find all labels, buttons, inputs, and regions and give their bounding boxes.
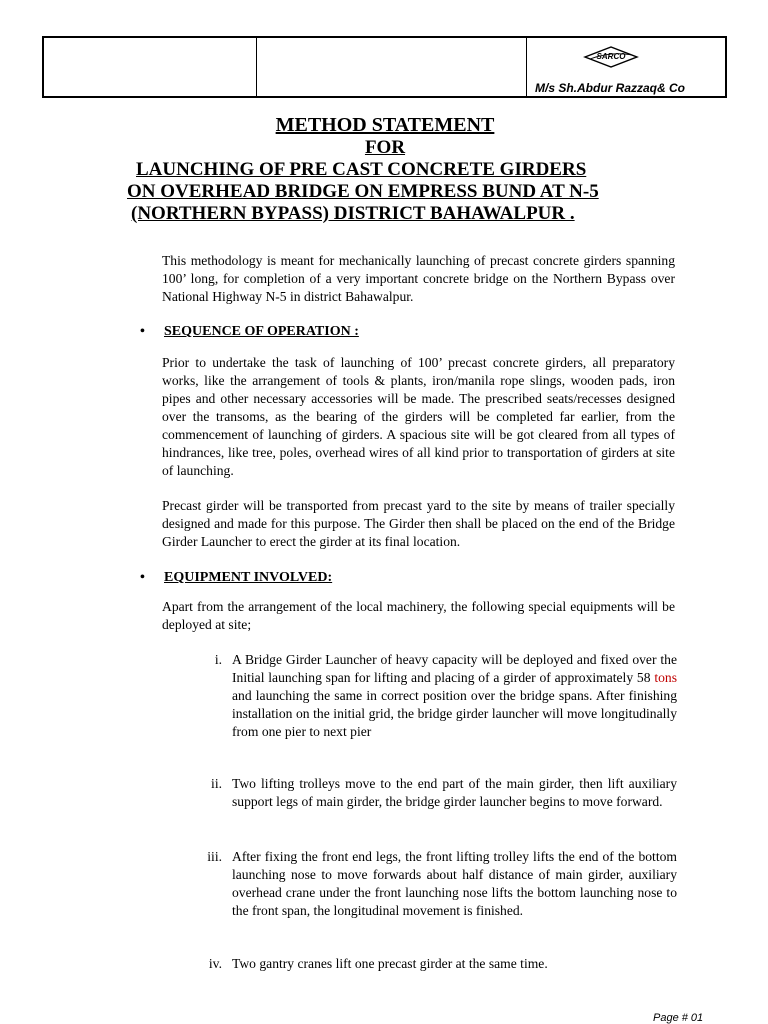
list-item (190, 651, 677, 741)
section-heading-text: EQUIPMENT INVOLVED: (164, 570, 333, 585)
bullet-icon: • (140, 324, 145, 339)
title-line-5: (NORTHERN BYPASS) DISTRICT BAHAWALPUR . (131, 203, 575, 224)
title-line-3: LAUNCHING OF PRE CAST CONCRETE GIRDERS (136, 159, 587, 180)
title-line-1: METHOD STATEMENT (275, 114, 495, 136)
sequence-paragraph-2: Precast girder will be transported from precast yard to the site by means of trailer specially designed and made for this purpose. The Girder then shall be placed on the end of the Bridge Girder Launcher to erect the girder at its final location. (162, 498, 675, 549)
company-logo (581, 44, 641, 70)
list-item-number: iii. (207, 849, 222, 864)
list-item-text: After fixing the front end legs, the front lifting trolley lifts the end of the bottom launching nose to move forwards about half distance of main girder, auxiliary overhead crane under the front launching nose lifts the bottom launching nose to the front span, the longitudinal movement is finished. (232, 849, 677, 918)
list-item (190, 955, 677, 973)
logo-text: SARCO (596, 52, 626, 61)
list-item-number: iv. (208, 956, 222, 971)
highlighted-word: tons (654, 670, 677, 685)
header-cell-left (44, 38, 257, 96)
list-item-number: ii. (211, 776, 222, 791)
intro-paragraph: This methodology is meant for mechanically launching of precast concrete girders spanning 100’ long, for completion of a very important concrete bridge on the Northern Bypass over National Highway N-5 in district Bahawalpur. (162, 253, 675, 304)
document-title (100, 114, 670, 225)
header-cell-right (527, 38, 725, 96)
title-line-4: ON OVERHEAD BRIDGE ON EMPRESS BUND AT N-5 (127, 181, 599, 202)
document-header-table (42, 36, 727, 98)
list-item (190, 775, 677, 811)
list-item-text: A Bridge Girder Launcher of heavy capacity will be deployed and fixed over the Initial launching span for lifting and placing of a girder of approximately 58 tons and launching the same in correct position over the bridge spans. After finishing installation on the initial grid, the bridge girder launcher will move longitudinally from one pier to next pier (232, 652, 677, 739)
list-item-text: Two gantry cranes lift one precast girder at the same time. (232, 956, 548, 971)
sequence-paragraph-1: Prior to undertake the task of launching of 100’ precast concrete girders, all preparatory works, like the arrangement of tools & plants, iron/manila rope slings, wooden pads, iron pipes and other necessary accessories will be made. The prescribed seats/recesses designed over the transoms, as the bearing of the girders will be completed far earlier, from the commencement of launching of girders. A spacious site will be got cleared from all types of hindrances, like tree, poles, overhead wires of all kind prior to transportation of girders at site of launching. (162, 355, 675, 478)
company-name: M/s Sh.Abdur Razzaq& Co (535, 81, 686, 95)
list-item-text: Two lifting trolleys move to the end part of the main girder, then lift auxiliary support legs of main girder, the bridge girder launcher begins to move forward. (232, 776, 677, 809)
equipment-paragraph: Apart from the arrangement of the local machinery, the following special equipments will be deployed at site; (162, 599, 675, 632)
section-heading-text: SEQUENCE OF OPERATION : (164, 324, 359, 339)
section-heading-sequence (140, 324, 359, 340)
list-item-number: i. (214, 652, 222, 667)
page-number: Page # 01 (653, 1012, 704, 1024)
section-heading-equipment (140, 570, 332, 586)
title-line-2: FOR (364, 137, 406, 158)
header-cell-middle (257, 38, 527, 96)
bullet-icon: • (140, 570, 145, 585)
list-item (190, 848, 677, 920)
